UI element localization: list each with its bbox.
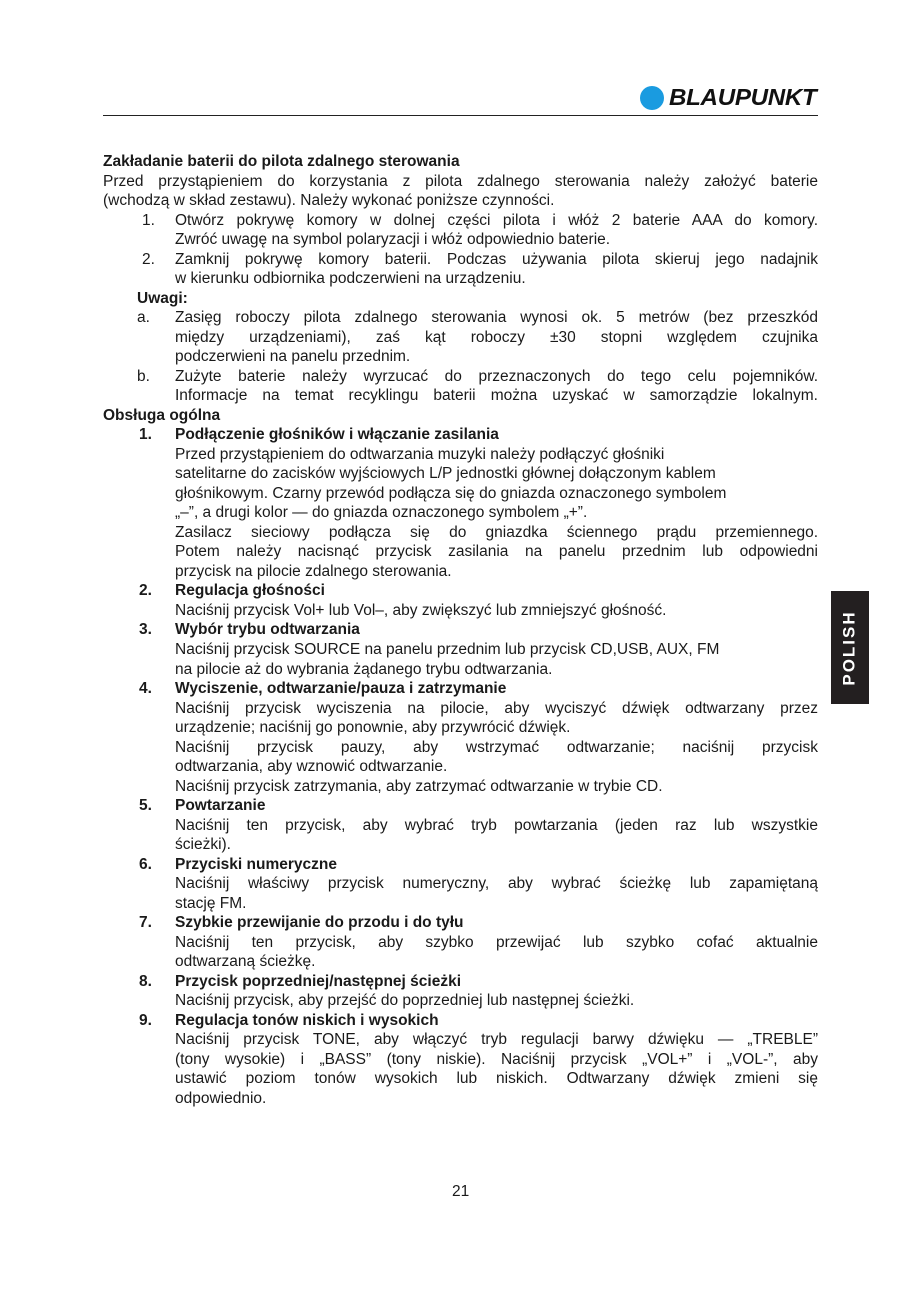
list-marker: 1. (139, 426, 152, 444)
list-marker: 8. (139, 972, 152, 990)
list-marker: a. (137, 309, 150, 327)
section-heading: Uwagi: (137, 289, 188, 307)
text-line: Naciśnij przycisk TONE, aby włączyć tryb regulacji barwy dźwięku — „TREBLE” (175, 1031, 818, 1049)
text-line: Naciśnij przycisk zatrzymania, aby zatrzymać odtwarzanie w trybie CD. (175, 777, 663, 795)
text-line: między urządzeniami), zaś kąt roboczy ±30 stopni względem czujnika (175, 328, 818, 346)
section-heading: Obsługa ogólna (103, 406, 221, 424)
text-line: odpowiednio. (175, 1089, 267, 1107)
text-line: Naciśnij przycisk SOURCE na panelu przednim lub przycisk CD,USB, AUX, FM (175, 641, 720, 658)
text-line: Naciśnij przycisk wyciszenia na pilocie, aby wyciszyć dźwięk odtwarzany przez (175, 699, 818, 717)
list-marker: 2. (142, 250, 155, 268)
list-marker: 4. (139, 680, 152, 698)
text-line: „–”, a drugi kolor — do gniazda oznaczonego symbolem „+”. (175, 504, 588, 522)
text-line: ścieżki). (175, 836, 231, 854)
text-line: Zasilacz sieciowy podłącza się do gniazdka ściennego prądu przemiennego. (175, 523, 818, 541)
section-heading: Regulacja głośności (175, 582, 325, 600)
header-divider (103, 115, 818, 116)
text-line: (wchodzą w skład zestawu). Należy wykonać poniższe czynności. (103, 192, 555, 210)
text-line: przycisk na pilocie zdalnego sterowania. (175, 562, 452, 580)
section-heading: Wyciszenie, odtwarzanie/pauza i zatrzymanie (175, 680, 507, 698)
text-line: Naciśnij ten przycisk, aby szybko przewijać lub szybko cofać aktualnie (175, 933, 818, 951)
text-line: stację FM. (175, 894, 247, 912)
text-line: urządzenie; naciśnij go ponownie, aby przywrócić dźwięk. (175, 719, 571, 737)
section-heading: Szybkie przewijanie do przodu i do tyłu (175, 914, 464, 932)
text-line: Informacje na temat recyklingu baterii można uzyskać w samorządzie lokalnym. (175, 387, 818, 405)
text-line: odtwarzaną ścieżkę. (175, 953, 316, 971)
language-tab (831, 591, 869, 704)
text-line: Przed przystąpieniem do korzystania z pilota zdalnego sterowania należy założyć baterie (103, 172, 818, 190)
list-marker: 2. (139, 582, 152, 600)
logo-dot-icon (640, 86, 664, 110)
text-line: Naciśnij przycisk pauzy, aby wstrzymać odtwarzanie; naciśnij przycisk (175, 738, 818, 756)
list-marker: b. (137, 367, 150, 385)
text-line: Zużyte baterie należy wyrzucać do przeznaczonych do tego celu pojemników. (175, 367, 818, 385)
section-heading: Przyciski numeryczne (175, 855, 337, 873)
section-heading: Regulacja tonów niskich i wysokich (175, 1011, 439, 1029)
section-heading: Powtarzanie (175, 797, 266, 815)
text-line: (tony wysokie) i „BASS” (tony niskie). Naciśnij przycisk „VOL+” i „VOL-”, aby (175, 1050, 818, 1068)
list-marker: 5. (139, 797, 152, 815)
language-tab-label: POLISH (840, 609, 860, 686)
text-line: podczerwieni na panelu przednim. (175, 348, 411, 366)
text-line: na pilocie aż do wybrania żądanego trybu odtwarzania. (175, 660, 553, 678)
text-line: Naciśnij przycisk Vol+ lub Vol–, aby zwiększyć lub zmniejszyć głośność. (175, 601, 667, 619)
text-line: Zasięg roboczy pilota zdalnego sterowania wynosi ok. 5 metrów (bez przeszkód (175, 309, 818, 327)
text-line: odtwarzania, aby wznowić odtwarzanie. (175, 758, 448, 776)
list-marker: 3. (139, 621, 152, 639)
list-marker: 6. (139, 855, 152, 873)
text-line: satelitarne do zacisków wyjściowych L/P jednostki głównej dołączonym kablem (175, 465, 716, 483)
list-marker: 9. (139, 1011, 152, 1029)
text-line: w kierunku odbiornika podczerwieni na urządzeniu. (175, 270, 526, 288)
logo-text: BLAUPUNKT (669, 84, 817, 110)
section-heading: Zakładanie baterii do pilota zdalnego sterowania (103, 153, 460, 170)
text-line: Potem należy nacisnąć przycisk zasilania na panelu przednim lub odpowiedni (175, 543, 818, 561)
list-marker: 7. (139, 914, 152, 932)
text-line: Naciśnij przycisk, aby przejść do poprzedniej lub następnej ścieżki. (175, 992, 635, 1010)
section-heading: Przycisk poprzedniej/następnej ścieżki (175, 972, 462, 990)
text-line: Zwróć uwagę na symbol polaryzacji i włóż odpowiednio baterie. (175, 231, 611, 249)
text-line: Przed przystąpieniem do odtwarzania muzyki należy podłączyć głośniki (175, 445, 665, 463)
text-line: ustawić poziom tonów wysokich lub niskich. Odtwarzany dźwięk zmieni się (175, 1070, 818, 1088)
text-line: Naciśnij ten przycisk, aby wybrać tryb powtarzania (jeden raz lub wszystkie (175, 816, 818, 834)
text-line: Zamknij pokrywę komory baterii. Podczas używania pilota skieruj jego nadajnik (175, 250, 818, 268)
page-number: 21 (452, 1183, 470, 1200)
text-line: głośnikowym. Czarny przewód podłącza się do gniazda oznaczonego symbolem (175, 484, 727, 502)
text-line: Naciśnij właściwy przycisk numeryczny, aby wybrać ścieżkę lub zapamiętaną (175, 875, 818, 893)
section-heading: Podłączenie głośników i włączanie zasilania (175, 426, 499, 444)
text-line: Otwórz pokrywę komory w dolnej części pilota i włóż 2 baterie AAA do komory. (175, 211, 818, 229)
section-heading: Wybór trybu odtwarzania (175, 621, 360, 639)
brand-logo (640, 84, 817, 111)
list-marker: 1. (142, 211, 155, 229)
